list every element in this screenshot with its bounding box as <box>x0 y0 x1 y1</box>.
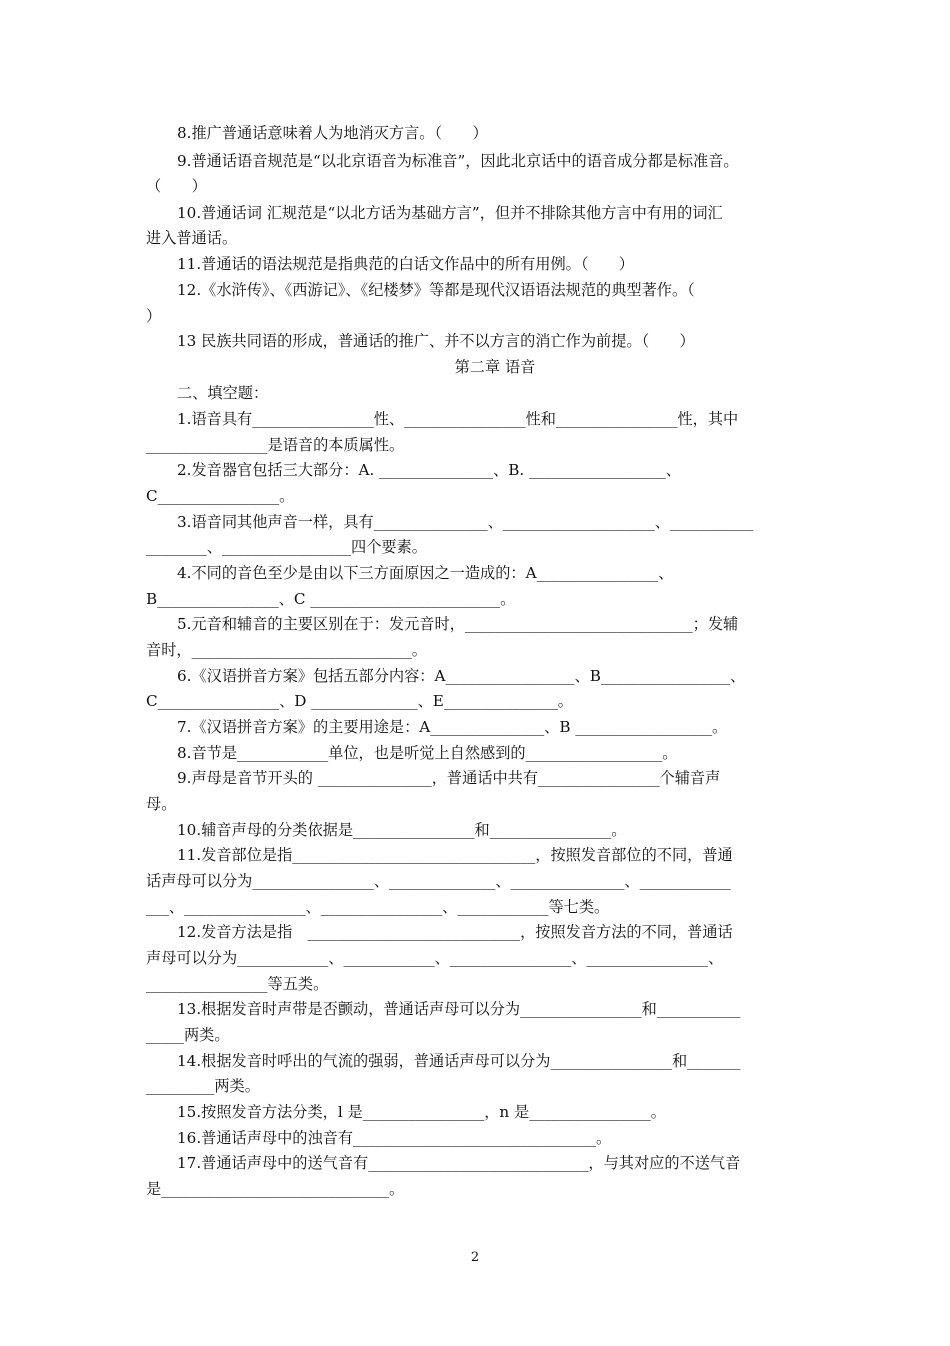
text-line: 9.普通话语音规范是“以北京语音为标准音”，因此北京话中的语音成分都是标准音。 <box>177 152 739 170</box>
text-line: 10.普通话词 汇规范是“以北方话为基础方言”，但并不排除其他方言中有用的词汇 <box>177 204 723 222</box>
text-line: 母。 <box>146 795 177 813</box>
text-line: _________两类。 <box>146 1077 260 1095</box>
chapter-title: 第二章 语音 <box>454 358 536 376</box>
text-line: 音时，_____________________________。 <box>146 641 427 659</box>
text-line: 11.发音部位是指________________________________，按照发音部位的不同，普通 <box>177 846 733 864</box>
text-line: 13.根据发音时声带是否颤动，普通话声母可以分为________________和___________ <box>177 1000 741 1018</box>
text-line: 8.音节是____________单位，也是听觉上自然感到的__________________。 <box>177 744 678 762</box>
text-line: 13 民族共同语的形成，普通话的推广、并不以方言的消亡作为前提。（ ） <box>177 332 695 350</box>
text-line: ________、_________________四个要素。 <box>146 538 427 556</box>
text-line: 声母可以分为____________、____________、________________、________________、 <box>146 949 724 967</box>
text-line: 1.语音具有________________性、________________性和________________性，其中 <box>177 410 739 428</box>
text-line: 3.语音同其他声音一样，具有_______________、____________________、___________ <box>177 513 754 531</box>
text-line: 12.《水浒传》、《西游记》、《纪楼梦》等都是现代汉语语法规范的典型著作。（ <box>177 281 695 299</box>
text-line: 9.声母是音节开头的 _______________，普通话中共有________________个辅音声 <box>177 769 721 787</box>
text-line: 14.根据发音时呼出的气流的强弱，普通话声母可以分为________________和_______ <box>177 1052 741 1070</box>
text-line: 16.普通话声母中的浊音有________________________________。 <box>177 1129 612 1147</box>
section-heading: 二、填空题： <box>177 384 269 402</box>
text-line: 6.《汉语拼音方案》包括五部分内容：A_________________、B_________________、 <box>177 667 746 685</box>
text-line: 话声母可以分为________________、______________、_______________、____________ <box>146 872 731 890</box>
text-line: _____两类。 <box>146 1026 230 1044</box>
text-line: 4.不同的音色至少是由以下三方面原因之一造成的：A________________、 <box>177 564 674 582</box>
text-line: 进入普通话。 <box>146 229 238 247</box>
text-line: ） <box>146 307 162 325</box>
text-line: 11.普通话的语法规范是指典范的白话文作品中的所有用例。（ ） <box>177 255 634 273</box>
text-line: B________________、C _________________________。 <box>146 590 516 608</box>
text-line: 10.辅音声母的分类依据是________________和________________。 <box>177 821 627 839</box>
page-number: 2 <box>470 1250 480 1265</box>
text-line: 17.普通话声母中的送气音有_____________________________，与其对应的不送气音 <box>177 1154 741 1172</box>
text-line: 是______________________________。 <box>146 1180 405 1198</box>
text-line: （ ） <box>146 177 207 195</box>
text-line: C________________。 <box>146 487 295 505</box>
text-line: ___、________________、________________、____________等七类。 <box>146 898 610 916</box>
text-line: 15.按照发音方法分类，l 是________________，n 是________________。 <box>177 1103 666 1121</box>
text-line: 2.发音器官包括三大部分：A. _______________、B. __________________、 <box>177 461 681 479</box>
text-line: ________________是语音的本质属性。 <box>146 436 405 454</box>
text-line: C________________、D ______________、E_______________。 <box>146 692 573 710</box>
text-line: 8.推广普通话意味着人为地消灭方言。（ ） <box>177 124 488 142</box>
text-line: 5.元音和辅音的主要区别在于：发元音时，______________________________；发辅 <box>177 615 739 633</box>
text-line: ________________等五类。 <box>146 975 329 993</box>
text-line: 12.发音方法是指 ____________________________，按照发音方法的不同，普通话 <box>177 923 733 941</box>
text-line: 7.《汉语拼音方案》的主要用途是：A_______________、B __________________。 <box>177 718 728 736</box>
